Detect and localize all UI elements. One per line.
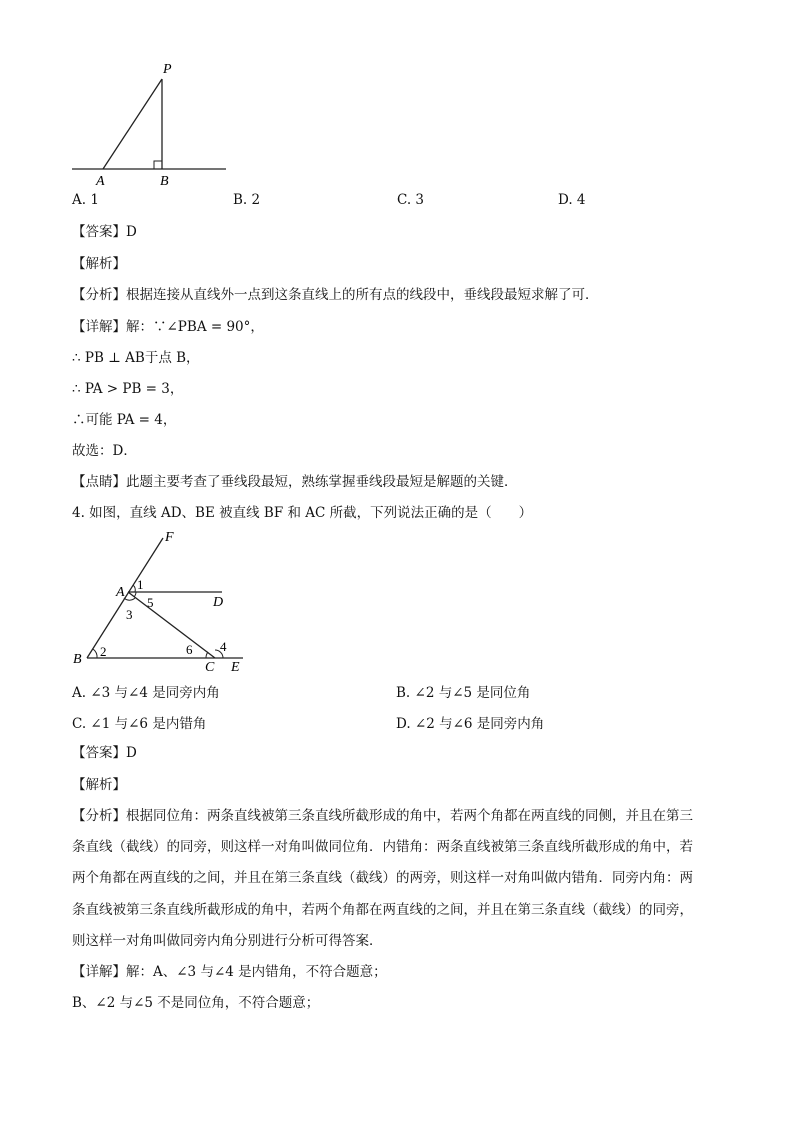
figure-transversals bbox=[65, 528, 255, 678]
q3-dianjing: 【点睛】此题主要考查了垂线段最短，熟练掌握垂线段最短是解题的关键． bbox=[72, 474, 518, 490]
q4-fenxi-line: 两个角都在两直线的之间，并且在第三条直线（截线）的两旁，则这样一对角叫做内错角．同旁内角：两 bbox=[72, 870, 693, 886]
right-angle-mark bbox=[154, 161, 162, 169]
angle-label-4: 4 bbox=[220, 639, 227, 654]
q4-option-d: D. ∠2 与∠6 是同旁内角 bbox=[396, 716, 545, 732]
figure-perpendicular bbox=[60, 55, 240, 190]
q3-detail-line: ∴ PB ⊥ AB于点 B， bbox=[72, 350, 200, 366]
q4-question: 4. 如图，直线 AD、BE 被直线 BF 和 AC 所截，下列说法正确的是（ ） bbox=[72, 505, 533, 521]
q4-option-a: A. ∠3 与∠4 是同旁内角 bbox=[72, 685, 220, 701]
q4-option-c: C. ∠1 与∠6 是内错角 bbox=[72, 716, 207, 732]
q3-analysis-header: 【解析】 bbox=[72, 256, 126, 272]
q3-option-d: D. 4 bbox=[558, 192, 586, 208]
q4-fenxi-line: 则这样一对角叫做同旁内角分别进行分析可得答案． bbox=[72, 933, 383, 949]
label-p: P bbox=[163, 62, 172, 77]
q3-answer: 【答案】D bbox=[72, 224, 137, 240]
label-b: B bbox=[73, 652, 82, 667]
angle-label-2: 2 bbox=[100, 644, 107, 659]
q3-detail-line: ∴ PA > PB = 3， bbox=[72, 381, 184, 397]
segment-pa bbox=[103, 79, 162, 169]
q4-option-b: B. ∠2 与∠5 是同位角 bbox=[396, 685, 531, 701]
q4-analysis-header: 【解析】 bbox=[72, 777, 126, 793]
angle-arc-6 bbox=[206, 652, 208, 658]
label-e: E bbox=[231, 660, 240, 675]
q4-fenxi-line: 【分析】根据同位角：两条直线被第三条直线所截形成的角中，若两个角都在两直线的同侧，并且在第三 bbox=[72, 808, 693, 824]
label-b: B bbox=[160, 174, 169, 189]
angle-arc-2 bbox=[93, 649, 97, 658]
angle-arc-1 bbox=[133, 585, 135, 592]
q3-detail-line: ∴可能 PA = 4， bbox=[72, 412, 177, 428]
label-d: D bbox=[213, 595, 224, 610]
q3-detail-line: 【详解】解：∵∠PBA = 90°， bbox=[72, 319, 264, 335]
q4-detail-line: B、∠2 与∠5 不是同位角，不符合题意； bbox=[72, 995, 320, 1011]
line-ac bbox=[128, 592, 215, 658]
angle-arc-3 bbox=[124, 598, 135, 600]
label-a: A bbox=[96, 174, 105, 189]
q3-option-b: B. 2 bbox=[233, 192, 261, 208]
q4-answer: 【答案】D bbox=[72, 745, 137, 761]
q4-fenxi-line: 条直线被第三条直线所截形成的角中，若两个角都在两直线的之间，并且在第三条直线（截线）的同旁， bbox=[72, 902, 693, 918]
label-f: F bbox=[165, 530, 174, 545]
angle-arc-5 bbox=[134, 592, 136, 597]
q3-detail-line: 故选：D． bbox=[72, 443, 137, 459]
angle-label-5: 5 bbox=[147, 595, 154, 610]
q4-detail-line: 【详解】解：A、∠3 与∠4 是内错角，不符合题意； bbox=[72, 964, 387, 980]
q3-fenxi: 【分析】根据连接从直线外一点到这条直线上的所有点的线段中，垂线段最短求解了可． bbox=[72, 287, 599, 303]
label-c: C bbox=[205, 660, 215, 675]
angle-label-1: 1 bbox=[137, 577, 144, 592]
label-a: A bbox=[116, 585, 125, 600]
q3-option-a: A. 1 bbox=[72, 192, 99, 208]
q3-option-c: C. 3 bbox=[397, 192, 425, 208]
angle-label-6: 6 bbox=[186, 642, 193, 657]
angle-label-3: 3 bbox=[126, 607, 133, 622]
q4-fenxi-line: 条直线（截线）的同旁，则这样一对角叫做同位角．内错角：两条直线被第三条直线所截形成的角中，若 bbox=[72, 839, 693, 855]
